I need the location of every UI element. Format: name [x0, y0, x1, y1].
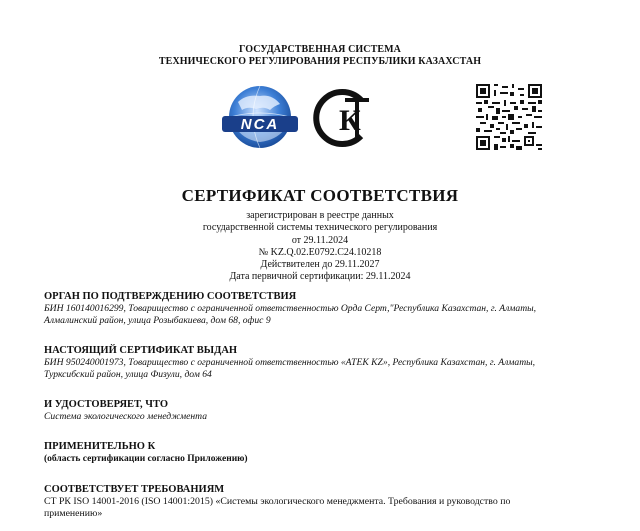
- issued-to-section: [44, 345, 604, 381]
- header-line-1: ГОСУДАРСТВЕННАЯ СИСТЕМА: [238, 44, 402, 55]
- certificate-title: СЕРТИФИКАТ СООТВЕТСТВИЯ: [181, 186, 459, 205]
- registration-line-1: зарегистрирован в реестре данных: [246, 210, 394, 221]
- registration-date: от 29.11.2024: [291, 234, 349, 246]
- valid-until: Действителен до 29.11.2027: [260, 259, 380, 271]
- kt-logo-icon: [311, 86, 373, 150]
- globe-logo-icon: [216, 84, 304, 152]
- certification-body-section: [44, 291, 604, 327]
- section-title: ПРИМЕНИТЕЛЬНО К: [44, 441, 156, 452]
- section-text-line-1: Система экологического менеджмента: [44, 411, 208, 422]
- section-text-line-1: (область сертификации согласно Приложению): [44, 454, 248, 464]
- nca-logo-text: NCA: [240, 116, 280, 133]
- requirements-section: [44, 484, 604, 520]
- svg-text:К: К: [339, 104, 361, 137]
- header: [0, 44, 640, 68]
- section-text-line-2: применению»: [44, 508, 103, 519]
- section-title: И УДОСТОВЕРЯЕТ, ЧТО: [44, 399, 168, 410]
- registration-line-2: государственной системы технического регулирования: [202, 222, 438, 234]
- applicable-section: [44, 441, 604, 465]
- section-title: НАСТОЯЩИЙ СЕРТИФИКАТ ВЫДАН: [44, 345, 238, 356]
- section-title: ОРГАН ПО ПОДТВЕРЖДЕНИЮ СООТВЕТСТВИЯ: [44, 291, 297, 302]
- certifies-section: [44, 399, 604, 423]
- section-text-line-1: БИН 950240001973, Товарищество с ограниченной ответственностью «ATEK KZ», Республика Казахстан, г. Алматы,: [44, 357, 536, 368]
- qr-code-icon: [476, 84, 542, 150]
- section-text-line-2: Турксибский район, улица Физули, дом 64: [44, 369, 212, 380]
- registration-block: [0, 210, 640, 284]
- section-text-line-1: СТ РК ISO 14001-2016 (ISO 14001:2015) «Системы экологического менеджмента. Требования и руководство по: [44, 496, 511, 507]
- section-text-line-1: БИН 160140016299, Товарищество с ограниченной ответственностью Орда Серт,"Республика Казахстан, г. Алматы,: [44, 303, 537, 314]
- header-line-2: ТЕХНИЧЕСКОГО РЕГУЛИРОВАНИЯ РЕСПУБЛИКИ КАЗАХСТАН: [158, 56, 482, 67]
- first-certification-date: Дата первичной сертификации: 29.11.2024: [229, 271, 411, 283]
- section-text-line-2: Алмалинский район, улица Розыбакиева, дом 68, офис 9: [44, 315, 271, 326]
- section-title: СООТВЕТСТВУЕТ ТРЕБОВАНИЯМ: [44, 484, 225, 495]
- certificate-number: № KZ.Q.02.E0792.C24.10218: [258, 246, 382, 258]
